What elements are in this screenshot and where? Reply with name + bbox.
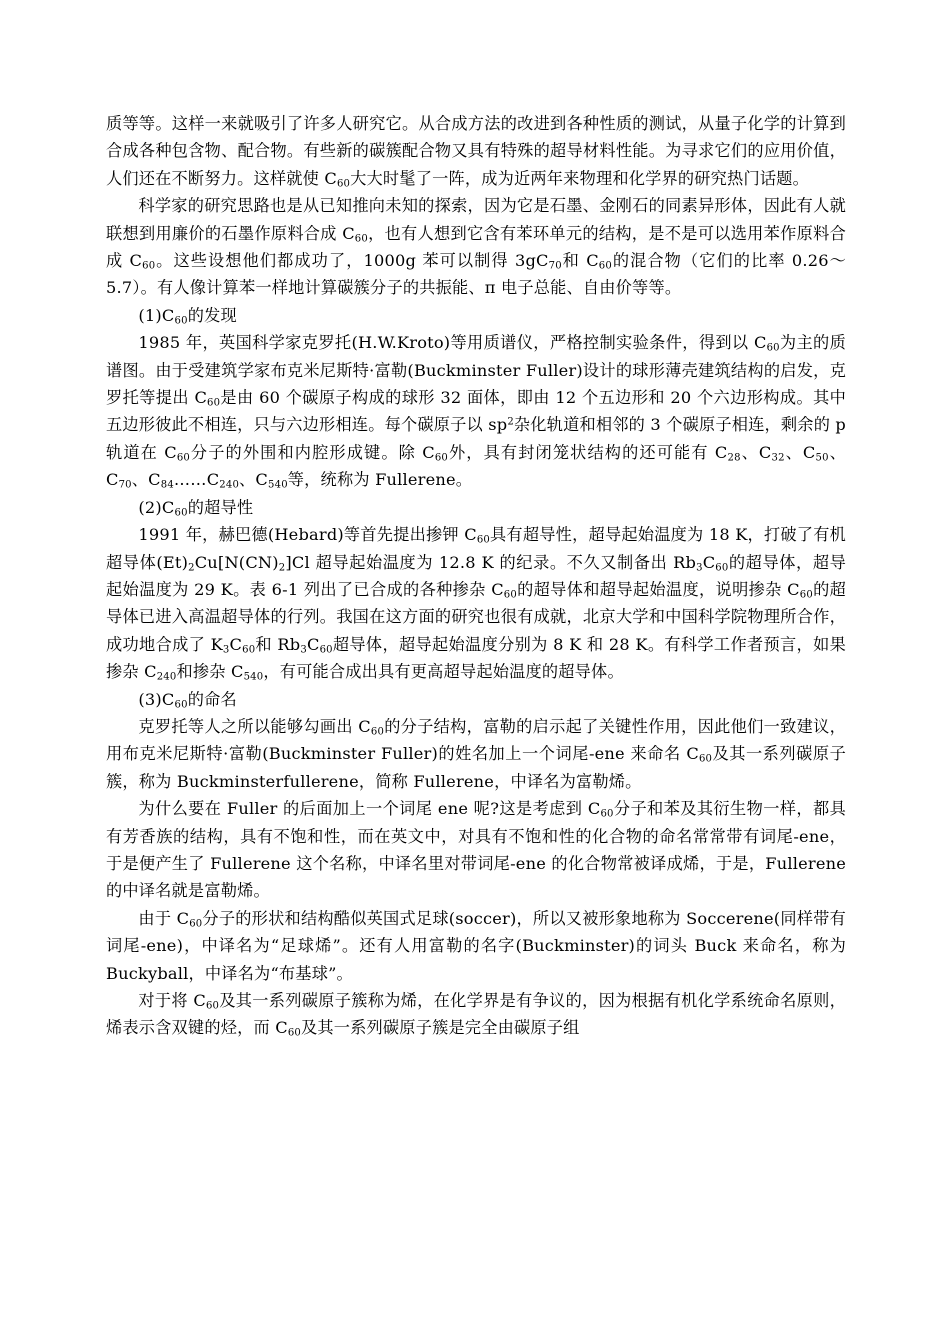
section-heading-naming: $(3)C_{60}$的命名	[138, 689, 237, 711]
paragraph-superconductivity: 1991 年，赫巴德(Hebard)等首先提出掺钾 $C_{60}$具有超导性，超导起始温度为 18 K，打破了有机超导体$(Et)_2Cu[N(CN)_2]Cl$ 超导起始温度为 12.8 K 的纪录。不久又制备出 $Rb_3C_{60}$的超导体，超导起始温度为 29 K。表 6-1 列出了已合成的各种掺杂 $C_{60}$的超导体和超导起始温度，说明掺杂 $C_{60}$的超导体已进入高温超导体的行列。我国在这方面的研究也很有成就，北京大学和中国科学院物理所合作，成功地合成了 $K_3C_{60}$和 $Rb_3C_{60}$超导体，超导起始温度分别为 8 K 和 28 K。有科学工作者预言，如果掺杂 $C_{240}$和掺杂 $C_{540}$，有可能合成出具有更高超导起始温度的超导体。	[106, 525, 847, 683]
paragraph-research-approach: 科学家的研究思路也是从已知推向未知的探索，因为它是石墨、金刚石的同素异形体，因此有人就联想到用廉价的石墨作原料合成 $C_{60}$，也有人想到它含有苯环单元的结构，是不是可以选用苯作原料合成 $C_{60}$。这些设想他们都成功了，1000g 苯可以制得 $3gC_{70}$和 $C_{60}$的混合物（它们的比率 0.26～5.7）。有人像计算苯一样地计算碳簇分子的共振能、π 电子总能、自由价等等。	[106, 196, 846, 298]
paragraph-naming-soccerene: 由于 $C_{60}$分子的形状和结构酷似英国式足球(soccer)，所以又被形象地称为 Soccerene(同样带有词尾-ene)，中译名为“足球烯”。还有人用富勒的名字(Buckminster)的词头 Buck 来命名，称为 Buckyball，中译名为“布基球”。	[106, 908, 846, 983]
section-heading-discovery: $(1)C_{60}$的发现	[138, 305, 237, 327]
section-heading-superconductivity: $(2)C_{60}$的超导性	[138, 497, 254, 519]
body-text	[106, 110, 846, 1042]
paragraph-naming-origin: 克罗托等人之所以能够勾画出 $C_{60}$的分子结构，富勒的启示起了关键性作用，因此他们一致建议，用布克米尼斯特·富勒(Buckminster Fuller)的姓名加上一个词尾-ene 来命名 $C_{60}$及其一系列碳原子簇，称为 Buckminsterfullerene，简称 Fullerene，中译名为富勒烯。	[106, 716, 846, 791]
paragraph-naming-ene-suffix: 为什么要在 Fuller 的后面加上一个词尾 ene 呢?这是考虑到 $C_{60}$分子和苯及其衍生物一样，都具有芳香族的结构，具有不饱和性，而在英文中，对具有不饱和性的化合物的命名常常带有词尾-ene，于是便产生了 Fullerene 这个名称，中译名里对带词尾-ene 的化合物常被译成烯，于是，Fullerene 的中译名就是富勒烯。	[106, 799, 846, 901]
paragraph-naming-controversy: 对于将 $C_{60}$及其一系列碳原子簇称为烯，在化学界是有争议的，因为根据有机化学系统命名原则，烯表示含双键的烃，而 $C_{60}$及其一系列碳原子簇是完全由碳原子组	[106, 991, 847, 1039]
paragraph-intro-continued: 质等等。这样一来就吸引了许多人研究它。从合成方法的改进到各种性质的测试，从量子化学的计算到合成各种包含物、配合物。有些新的碳簇配合物又具有特殊的超导材料性能。为寻求它们的应用价值，人们还在不断努力。这样就使 $C_{60}$大大时髦了一阵，成为近两年来物理和化学界的研究热门话题。	[106, 114, 846, 190]
paragraph-discovery: 1985 年，英国科学家克罗托(H.W.Kroto)等用质谱仪，严格控制实验条件，得到以 $C_{60}$为主的质谱图。由于受建筑学家布克米尼斯特·富勒(Buckminster Fuller)设计的球形薄壳建筑结构的启发，克罗托等提出 $C_{60}$是由 60 个碳原子构成的球形 32 面体，即由 12 个五边形和 20 个六边形构成。其中五边形彼此不相连，只与六边形相连。每个碳原子以 $sp^2$杂化轨道和相邻的 3 个碳原子相连，剩余的 p 轨道在 $C_{60}$分子的外围和内腔形成键。除 $C_{60}$外，具有封闭笼状结构的还可能有 $C_{28}$、$C_{32}$、$C_{50}$、$C_{70}$、$C_{84}\dots\dots C_{240}$、$C_{540}$等，统称为 Fullerene。	[106, 333, 847, 491]
